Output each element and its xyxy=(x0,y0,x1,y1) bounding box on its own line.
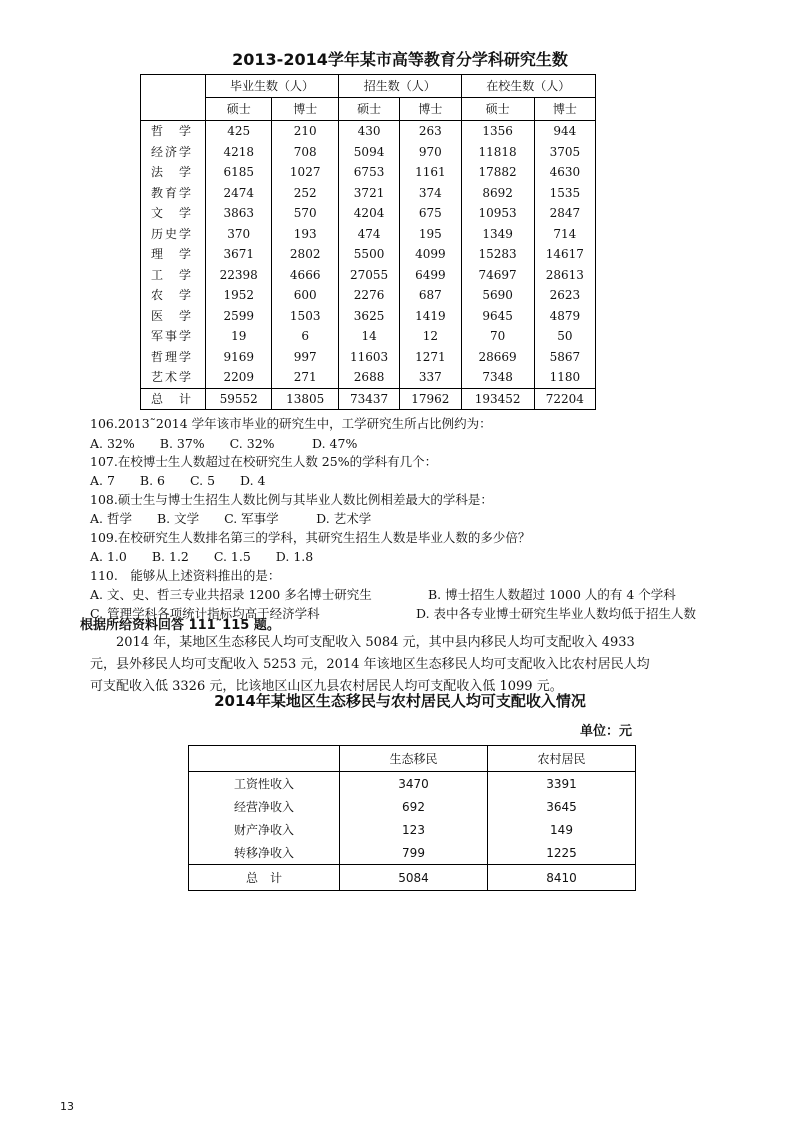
table-cell: 1419 xyxy=(400,306,461,327)
table-row xyxy=(141,367,596,388)
table-cell: 74697 xyxy=(461,265,534,286)
table-cell: 1535 xyxy=(534,183,595,204)
question-110-option-d: D. 表中各专业博士研究生毕业人数均低于招生人数 xyxy=(416,606,697,621)
table-cell: 2688 xyxy=(338,367,399,388)
row-label: 哲理学 xyxy=(141,347,206,368)
table-row xyxy=(141,347,596,368)
table-cell: 708 xyxy=(272,142,338,163)
table-cell: 11818 xyxy=(461,142,534,163)
row-label: 军事学 xyxy=(141,326,206,347)
table-cell: 2802 xyxy=(272,244,338,265)
table-cell: 714 xyxy=(534,224,595,245)
column-header: 生态移民 xyxy=(340,746,488,772)
question-106: 106.2013˜2014 学年该市毕业的研究生中，工学研究生所占比例约为： xyxy=(90,416,492,431)
table-cell: 123 xyxy=(340,818,488,841)
table-cell: 28613 xyxy=(534,265,595,286)
table-cell: 6185 xyxy=(206,162,272,183)
table-row xyxy=(189,841,636,865)
table-cell: 9169 xyxy=(206,347,272,368)
question-110-option-a: A. 文、史、哲三专业共招录 1200 多名博士研究生 xyxy=(90,587,372,602)
table-cell: 9645 xyxy=(461,306,534,327)
table-cell: 3863 xyxy=(206,203,272,224)
table-cell: 374 xyxy=(400,183,461,204)
table-cell: 15283 xyxy=(461,244,534,265)
table-cell: 4666 xyxy=(272,265,338,286)
row-label: 工资性收入 xyxy=(189,772,340,796)
table-cell: 149 xyxy=(488,818,636,841)
table-cell: 210 xyxy=(272,121,338,142)
table-row xyxy=(141,265,596,286)
row-label: 工 学 xyxy=(141,265,206,286)
table-cell: 8410 xyxy=(488,865,636,891)
table-row xyxy=(141,244,596,265)
table-cell: 19 xyxy=(206,326,272,347)
table-cell: 73437 xyxy=(338,388,399,410)
question-110: 110. 能够从上述资料推出的是： xyxy=(90,568,281,583)
table-row xyxy=(141,121,596,142)
question-108-options: A. 哲学 B. 文学 C. 军事学 D. 艺术学 xyxy=(90,511,372,526)
table-cell: 17882 xyxy=(461,162,534,183)
table-cell: 370 xyxy=(206,224,272,245)
table-cell: 6499 xyxy=(400,265,461,286)
group-header: 毕业生数（人） xyxy=(206,75,339,98)
table-row xyxy=(141,224,596,245)
table-cell: 970 xyxy=(400,142,461,163)
table1-title: 2013-2014学年某市高等教育分学科研究生数 xyxy=(232,50,568,69)
row-label: 哲 学 xyxy=(141,121,206,142)
row-label: 经营净收入 xyxy=(189,795,340,818)
table-cell: 3391 xyxy=(488,772,636,796)
table-cell: 4218 xyxy=(206,142,272,163)
table-cell: 193452 xyxy=(461,388,534,410)
row-label: 历史学 xyxy=(141,224,206,245)
sub-header: 博士 xyxy=(400,98,461,121)
table-cell: 5094 xyxy=(338,142,399,163)
table-cell: 263 xyxy=(400,121,461,142)
row-label: 经济学 xyxy=(141,142,206,163)
sub-header: 硕士 xyxy=(461,98,534,121)
row-label: 理 学 xyxy=(141,244,206,265)
table-cell: 5867 xyxy=(534,347,595,368)
graduate-students-table xyxy=(140,74,596,410)
table-cell: 5084 xyxy=(340,865,488,891)
table-cell: 430 xyxy=(338,121,399,142)
sub-header: 硕士 xyxy=(338,98,399,121)
sub-header: 博士 xyxy=(272,98,338,121)
table-cell: 7348 xyxy=(461,367,534,388)
table-cell: 59552 xyxy=(206,388,272,410)
question-110-option-b: B. 博士招生人数超过 1000 人的有 4 个学科 xyxy=(428,587,676,602)
table-cell: 1503 xyxy=(272,306,338,327)
table-cell: 13805 xyxy=(272,388,338,410)
table-row xyxy=(141,162,596,183)
table-cell: 3671 xyxy=(206,244,272,265)
table-cell: 27055 xyxy=(338,265,399,286)
table-row xyxy=(141,203,596,224)
table-cell: 193 xyxy=(272,224,338,245)
row-label: 艺术学 xyxy=(141,367,206,388)
table-cell: 2599 xyxy=(206,306,272,327)
table-cell: 3645 xyxy=(488,795,636,818)
table-cell: 14617 xyxy=(534,244,595,265)
column-header: 农村居民 xyxy=(488,746,636,772)
row-label: 农 学 xyxy=(141,285,206,306)
table-cell: 1356 xyxy=(461,121,534,142)
question-110-option-c: C. 管理学科各项统计指标均高于经济学科 xyxy=(90,606,320,621)
table-cell: 570 xyxy=(272,203,338,224)
question-107: 107.在校博士生人数超过在校研究生人数 25%的学科有几个： xyxy=(90,454,438,469)
table-cell: 2623 xyxy=(534,285,595,306)
table-cell: 600 xyxy=(272,285,338,306)
question-106-options: A. 32% B. 37% C. 32% D. 47% xyxy=(90,436,358,451)
table-row xyxy=(189,772,636,796)
table-cell: 17962 xyxy=(400,388,461,410)
table-cell: 4204 xyxy=(338,203,399,224)
paragraph-text: 2014 年，某地区生态移民人均可支配收入 5084 元，其中县内移民人均可支配收入 4933 元，县外移民人均可支配收入 5253 元，2014 年该地区生态移民人均可支配收入比农村居民人均可支配收入低 3326 元，比该地区山区九县农村居民人均可支配收入低 1099 元。 xyxy=(90,635,650,694)
table-cell: 675 xyxy=(400,203,461,224)
table-cell: 997 xyxy=(272,347,338,368)
table-row xyxy=(141,183,596,204)
table-cell: 252 xyxy=(272,183,338,204)
row-label: 教育学 xyxy=(141,183,206,204)
income-table xyxy=(188,745,636,891)
corner-cell xyxy=(141,75,206,121)
table-row xyxy=(141,326,596,347)
table-cell: 195 xyxy=(400,224,461,245)
table-cell: 11603 xyxy=(338,347,399,368)
section-heading: 根据所给资料回答 111˜115 题。 xyxy=(80,618,280,633)
table-cell: 4099 xyxy=(400,244,461,265)
table-cell: 1027 xyxy=(272,162,338,183)
table-cell: 271 xyxy=(272,367,338,388)
table-cell: 6 xyxy=(272,326,338,347)
question-109-options: A. 1.0 B. 1.2 C. 1.5 D. 1.8 xyxy=(90,549,314,564)
table-cell: 3470 xyxy=(340,772,488,796)
table-row xyxy=(141,306,596,327)
unit-label: 单位：元 xyxy=(580,724,633,739)
table-row-total xyxy=(141,388,596,410)
table-cell: 1225 xyxy=(488,841,636,865)
question-109: 109.在校研究生人数排名第三的学科，其研究生招生人数是毕业人数的多少倍？ xyxy=(90,530,531,545)
table-cell: 3625 xyxy=(338,306,399,327)
table-cell: 28669 xyxy=(461,347,534,368)
table-cell: 687 xyxy=(400,285,461,306)
page-number: 13 xyxy=(60,1100,74,1113)
row-label: 财产净收入 xyxy=(189,818,340,841)
row-label: 转移净收入 xyxy=(189,841,340,865)
table-cell: 1952 xyxy=(206,285,272,306)
table-cell: 2474 xyxy=(206,183,272,204)
table-cell: 474 xyxy=(338,224,399,245)
table-cell: 1349 xyxy=(461,224,534,245)
table-row xyxy=(189,795,636,818)
sub-header: 博士 xyxy=(534,98,595,121)
group-header: 在校生数（人） xyxy=(461,75,596,98)
row-label: 总 计 xyxy=(141,388,206,410)
table-cell: 10953 xyxy=(461,203,534,224)
corner-cell xyxy=(189,746,340,772)
table-cell: 72204 xyxy=(534,388,595,410)
table-row xyxy=(189,818,636,841)
table-cell: 944 xyxy=(534,121,595,142)
table-cell: 692 xyxy=(340,795,488,818)
table-cell: 5690 xyxy=(461,285,534,306)
table-cell: 3721 xyxy=(338,183,399,204)
table-cell: 4879 xyxy=(534,306,595,327)
table-cell: 5500 xyxy=(338,244,399,265)
table-cell: 1271 xyxy=(400,347,461,368)
table-row xyxy=(141,142,596,163)
table-cell: 2276 xyxy=(338,285,399,306)
table-cell: 2209 xyxy=(206,367,272,388)
table-cell: 337 xyxy=(400,367,461,388)
table-cell: 4630 xyxy=(534,162,595,183)
question-108: 108.硕士生与博士生招生人数比例与其毕业人数比例相差最大的学科是： xyxy=(90,492,493,507)
table-cell: 12 xyxy=(400,326,461,347)
table-cell: 8692 xyxy=(461,183,534,204)
table-cell: 3705 xyxy=(534,142,595,163)
table-row xyxy=(141,285,596,306)
intro-paragraph xyxy=(90,632,650,698)
table-cell: 1180 xyxy=(534,367,595,388)
row-label: 文 学 xyxy=(141,203,206,224)
table-cell: 2847 xyxy=(534,203,595,224)
sub-header: 硕士 xyxy=(206,98,272,121)
table-cell: 22398 xyxy=(206,265,272,286)
table2-title: 2014年某地区生态移民与农村居民人均可支配收入情况 xyxy=(214,692,586,710)
row-label: 总 计 xyxy=(189,865,340,891)
row-label: 医 学 xyxy=(141,306,206,327)
table-cell: 1161 xyxy=(400,162,461,183)
table-cell: 70 xyxy=(461,326,534,347)
table-cell: 425 xyxy=(206,121,272,142)
group-header: 招生数（人） xyxy=(338,75,461,98)
question-107-options: A. 7 B. 6 C. 5 D. 4 xyxy=(90,473,266,488)
table-cell: 14 xyxy=(338,326,399,347)
row-label: 法 学 xyxy=(141,162,206,183)
table-cell: 6753 xyxy=(338,162,399,183)
table-row-total xyxy=(189,865,636,891)
table-cell: 50 xyxy=(534,326,595,347)
table-cell: 799 xyxy=(340,841,488,865)
